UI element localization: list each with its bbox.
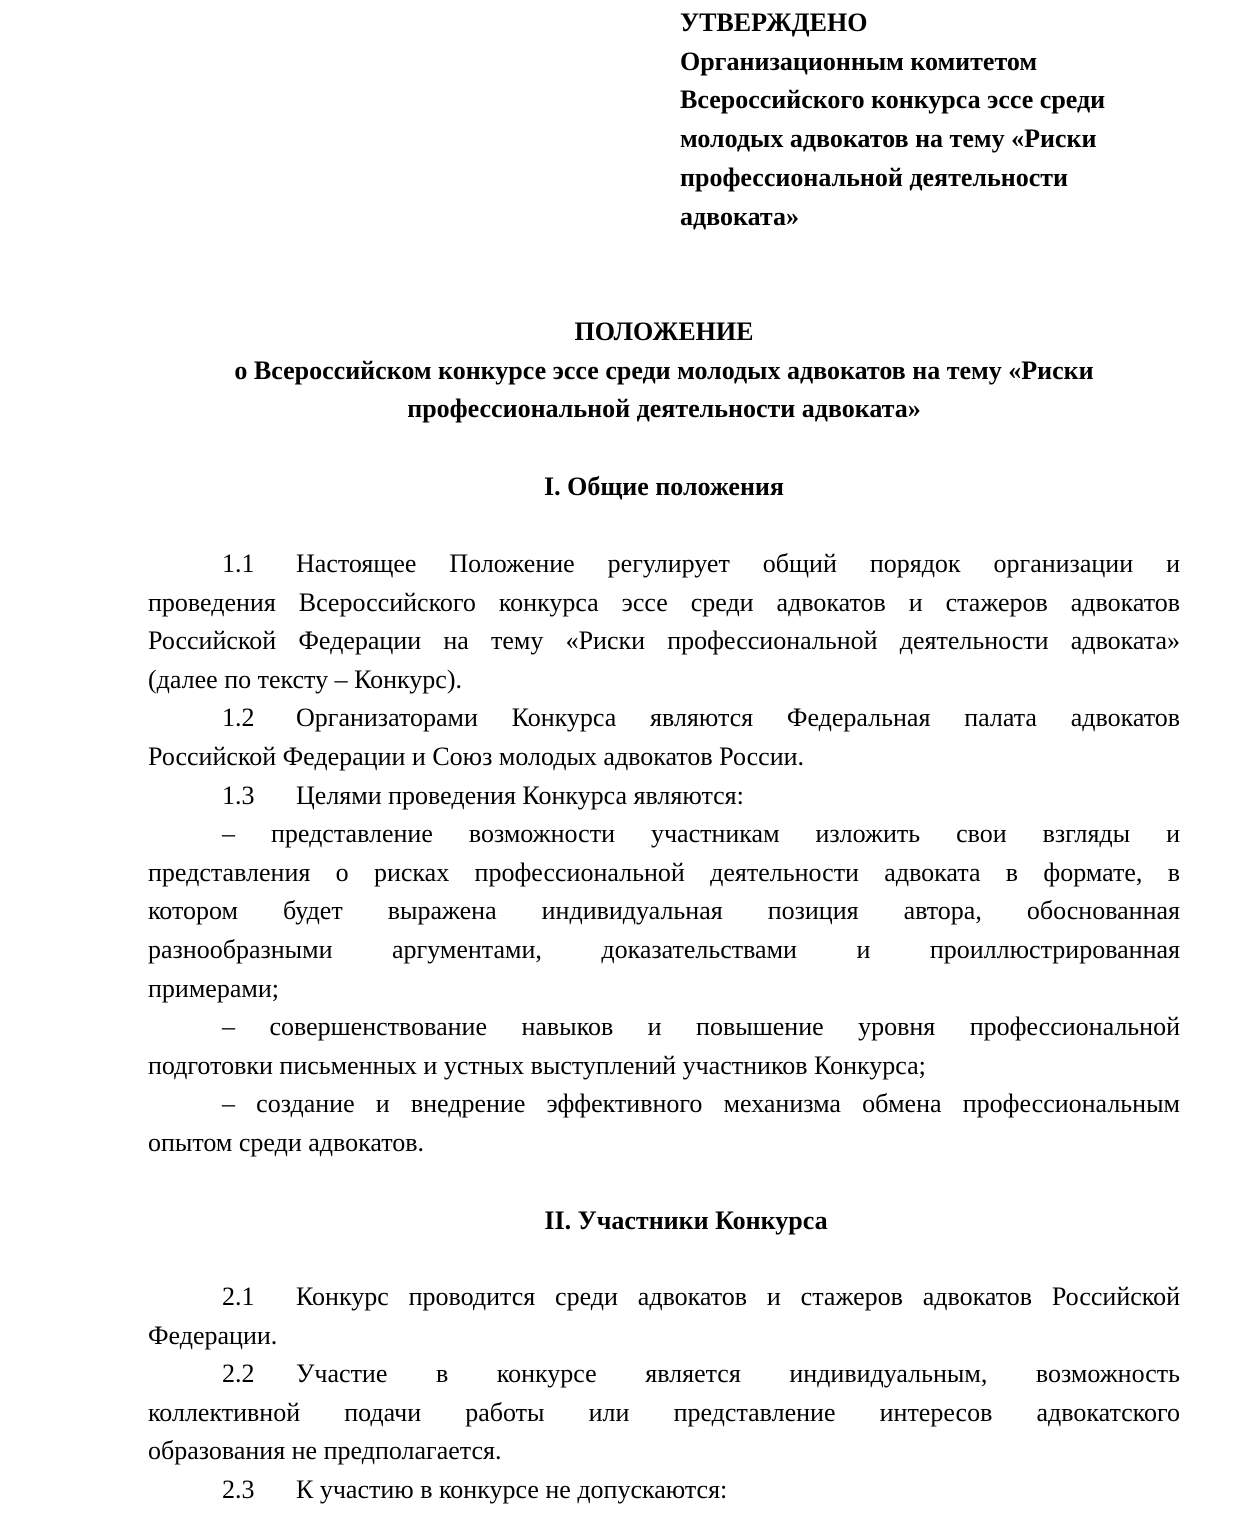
section-heading-participants: II. Участники Конкурса	[544, 1206, 828, 1235]
section-participants-body	[148, 1278, 1180, 1510]
paragraph-line	[148, 777, 1180, 816]
document-heading: ПОЛОЖЕНИЕ	[574, 317, 754, 346]
list-item-line: котором будет выражена индивидуальная позиция автора, обоснованная	[148, 896, 1180, 926]
paragraph-line	[148, 545, 1180, 584]
list-item-line: – совершенствование навыков и повышение уровня профессиональной	[222, 1012, 1180, 1042]
paragraph-line	[148, 1471, 1180, 1510]
document-subtitle-line: о Всероссийском конкурсе эссе среди молодых адвокатов на тему «Риски	[234, 355, 1094, 385]
section-general-body	[148, 545, 1180, 1163]
list-item-line: – представление возможности участникам изложить свои взгляды и	[222, 819, 1180, 849]
approval-line: УТВЕРЖДЕНО	[680, 8, 868, 37]
paragraph-line: Российской Федерации на тему «Риски профессиональной деятельности адвоката»	[148, 626, 1180, 656]
paragraph-line	[148, 699, 1180, 738]
paragraph-line: Федерации.	[148, 1320, 278, 1350]
list-item-line: представления о рисках профессиональной деятельности адвоката в формате, в	[148, 857, 1180, 887]
section-heading-general: I. Общие положения	[544, 472, 784, 501]
paragraph-number: 2.2	[222, 1359, 255, 1389]
approval-stamp	[680, 4, 1200, 236]
paragraph-line: (далее по тексту – Конкурс).	[148, 664, 462, 694]
list-item-line: примерами;	[148, 973, 279, 1003]
paragraph-text: Участие в конкурсе является индивидуальным, возможность	[296, 1359, 1180, 1389]
paragraph-line	[148, 1355, 1180, 1394]
approval-line: Организационным комитетом	[680, 46, 1038, 76]
list-item-line: подготовки письменных и устных выступлений участников Конкурса;	[148, 1050, 926, 1080]
paragraph-number: 1.2	[222, 703, 255, 733]
paragraph-text: К участию в конкурсе не допускаются:	[296, 1474, 728, 1504]
paragraph-number: 2.3	[222, 1474, 255, 1504]
approval-line: профессиональной деятельности	[680, 162, 1069, 192]
paragraph-text: Целями проведения Конкурса являются:	[296, 780, 744, 810]
approval-line: Всероссийского конкурса эссе среди	[680, 85, 1106, 115]
document-title	[148, 313, 1180, 429]
document-subtitle-line: профессиональной деятельности адвоката»	[407, 394, 921, 424]
paragraph-line	[148, 1278, 1180, 1317]
paragraph-text: Настоящее Положение регулирует общий порядок организации и	[296, 549, 1180, 578]
paragraph-number: 1.3	[222, 780, 255, 810]
paragraph-text: Конкурс проводится среди адвокатов и стажеров адвокатов Российской	[296, 1282, 1180, 1311]
paragraph-line: проведения Всероссийского конкурса эссе среди адвокатов и стажеров адвокатов	[148, 587, 1180, 617]
paragraph-number: 2.1	[222, 1282, 255, 1311]
paragraph-line: коллективной подачи работы или представление интересов адвокатского	[148, 1397, 1180, 1427]
paragraph-text: Организаторами Конкурса являются Федеральная палата адвокатов	[296, 703, 1180, 733]
paragraph-line: образования не предполагается.	[148, 1436, 502, 1466]
approval-line: адвоката»	[680, 201, 800, 231]
list-item-line: опытом среди адвокатов.	[148, 1127, 425, 1157]
list-item-line: – создание и внедрение эффективного механизма обмена профессиональным	[222, 1089, 1180, 1119]
paragraph-number: 1.1	[222, 549, 255, 578]
approval-line: молодых адвокатов на тему «Риски	[680, 124, 1097, 154]
list-item-line: разнообразными аргументами, доказательствами и проиллюстрированная	[148, 934, 1180, 964]
paragraph-line: Российской Федерации и Союз молодых адвокатов России.	[148, 741, 805, 771]
